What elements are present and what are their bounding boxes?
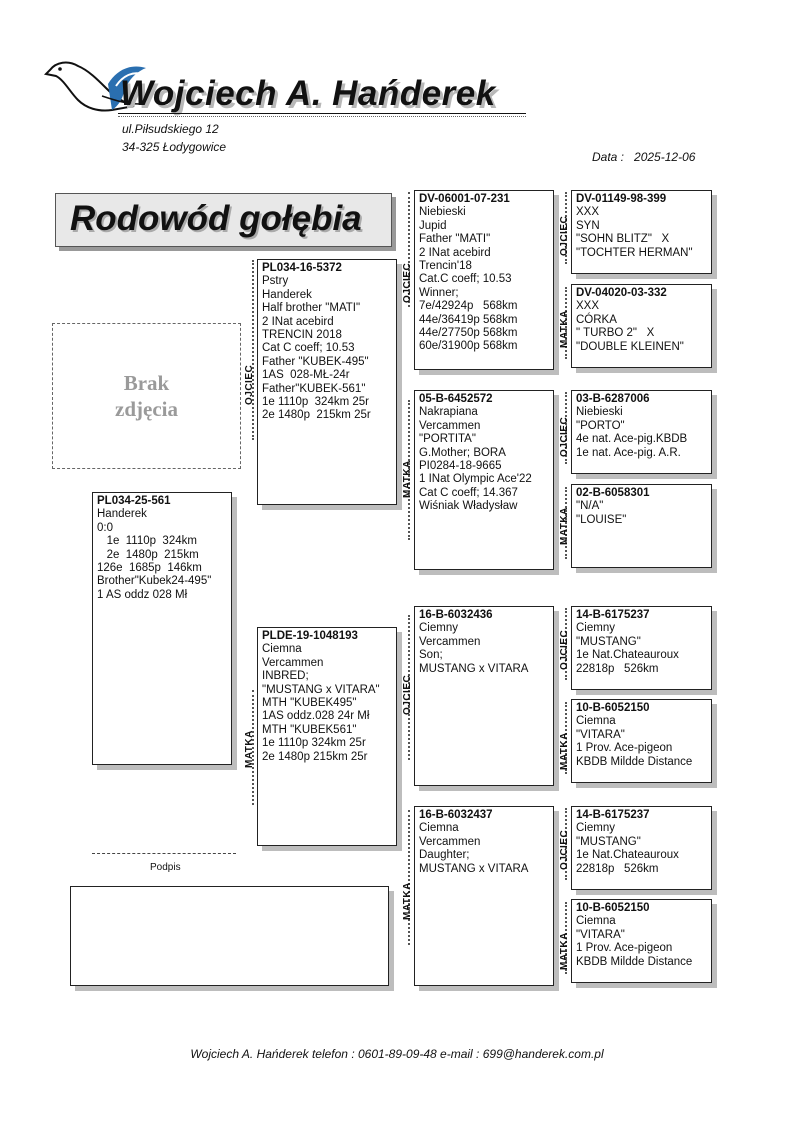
- father-line: Half brother "MATI": [262, 302, 361, 315]
- signature-line: [92, 853, 236, 854]
- header-underline-dotted: [118, 116, 526, 117]
- mfm-card: [571, 699, 712, 783]
- fm-line: Wiśniak Władysław: [419, 500, 518, 513]
- ffm-card: [571, 284, 712, 368]
- pigeon-line: 1e 1110p 324km: [97, 535, 197, 548]
- photo-placeholder-text: Brak zdjęcia: [115, 371, 178, 421]
- mff-line: 22818p 526km: [576, 662, 659, 675]
- mother-line: 1e 1110p 324km 25r: [262, 737, 366, 750]
- mf-ring: 16-B-6032436: [419, 609, 493, 621]
- mother-line: Vercammen: [262, 656, 324, 669]
- mother-line: 2e 1480p 215km 25r: [262, 750, 368, 763]
- father-line: 1e 1110p 324km 25r: [262, 396, 369, 409]
- mff-line: "MUSTANG": [576, 635, 641, 648]
- pigeon-ring: PL034-25-561: [97, 495, 171, 507]
- mmf-line: Ciemny: [576, 822, 615, 835]
- ff-line: Father "MATI": [419, 233, 491, 246]
- ff-line: Niebieski: [419, 206, 466, 219]
- fff-line: XXX: [576, 206, 600, 219]
- mf-line: Vercammen: [419, 635, 481, 648]
- father-line: TRENCIN 2018: [262, 329, 342, 342]
- side-label-text: OJCIEC: [402, 674, 413, 715]
- ffm-line: "DOUBLE KLEINEN": [576, 340, 684, 353]
- pigeon-line: Handerek: [97, 508, 147, 521]
- father-connector: [252, 260, 254, 440]
- mfm-line: Ciemna: [576, 715, 616, 728]
- ff-card: [414, 190, 554, 370]
- mm-connector: [408, 810, 410, 945]
- ffm-line: CÓRKA: [576, 313, 617, 326]
- father-line: Father"KUBEK-561": [262, 382, 366, 395]
- side-label-text: OJCIEC: [244, 364, 255, 405]
- fm-line: Cat C coeff; 14.367: [419, 486, 518, 499]
- mother-card: [257, 627, 397, 846]
- fff-line: "TOCHTER HERMAN": [576, 246, 693, 259]
- father-line: Cat C coeff; 10.53: [262, 342, 355, 355]
- title-box: [55, 193, 392, 247]
- father-card: [257, 259, 397, 505]
- fm-line: "PORTITA": [419, 433, 476, 446]
- fmm-ring: 02-B-6058301: [576, 487, 650, 499]
- fff-card: [571, 190, 712, 274]
- mmf-card: [571, 806, 712, 890]
- fff-line: "SOHN BLITZ" X: [576, 233, 670, 246]
- fm-line: G.Mother; BORA: [419, 446, 506, 459]
- mf-line: Son;: [419, 649, 443, 662]
- fm-line: PI0284-18-9665: [419, 460, 502, 473]
- mm-line: Vercammen: [419, 835, 481, 848]
- side-label-text: OJCIEC: [559, 215, 570, 256]
- ffm-ring: DV-04020-03-332: [576, 287, 667, 299]
- mff-line: Ciemny: [576, 622, 615, 635]
- fmf-ring: 03-B-6287006: [576, 393, 650, 405]
- side-label-text: MATKA: [402, 460, 413, 498]
- fff-ring: DV-01149-98-399: [576, 193, 667, 205]
- fmf-line: 1e nat. Ace-pig. A.R.: [576, 446, 681, 459]
- mf-line: MUSTANG x VITARA: [419, 662, 529, 675]
- side-label-text: MATKA: [559, 310, 570, 348]
- ff-line: Cat.C coeff; 10.53: [419, 273, 512, 286]
- ff-line: Trencin'18: [419, 260, 472, 273]
- father-line: Father "KUBEK-495": [262, 355, 369, 368]
- fm-line: 1 INat Olympic Ace'22: [419, 473, 532, 486]
- pigeon-line: Brother"Kubek24-495": [97, 575, 212, 588]
- father-line: 2e 1480p 215km 25r: [262, 409, 371, 422]
- side-label-text: OJCIEC: [559, 629, 570, 670]
- father-line: 1AS 028-MŁ-24r: [262, 369, 350, 382]
- mfm-line: KBDB Mildde Distance: [576, 755, 693, 768]
- fmm-card: [571, 484, 712, 568]
- date-line: [592, 150, 695, 164]
- pigeon-line: 0:0: [97, 521, 113, 534]
- father-line: 2 INat acebird: [262, 315, 334, 328]
- mm-card: [414, 806, 554, 986]
- fmm-line: "N/A": [576, 500, 604, 513]
- mother-line: 1AS oddz.028 24r Mł: [262, 710, 370, 723]
- mmf-line: 22818p 526km: [576, 862, 659, 875]
- address-street: ul.Piłsudskiego 12: [122, 122, 219, 136]
- footer-contact: Wojciech A. Hańderek telefon : 0601-89-09-48 e-mail : 699@handerek.com.pl: [190, 1047, 604, 1061]
- pigeon-card: [92, 492, 232, 765]
- mmf-line: 1e Nat.Chateauroux: [576, 849, 679, 862]
- mmf-line: "MUSTANG": [576, 835, 641, 848]
- fmf-line: Niebieski: [576, 406, 623, 419]
- ff-ring: DV-06001-07-231: [419, 193, 510, 205]
- fm-line: Nakrapiana: [419, 406, 478, 419]
- mm-ring: 16-B-6032437: [419, 809, 493, 821]
- ff-line: 44e/36419p 568km: [419, 313, 518, 326]
- mm-line: Ciemna: [419, 822, 459, 835]
- mf-line: Ciemny: [419, 622, 458, 635]
- side-label-text: OJCIEC: [559, 829, 570, 870]
- ff-line: Jupid: [419, 219, 447, 232]
- ff-line: 7e/42924p 568km: [419, 300, 518, 313]
- pigeon-line: 126e 1685p 146km: [97, 562, 202, 575]
- fmf-card: [571, 390, 712, 474]
- mmm-line: Ciemna: [576, 915, 616, 928]
- mff-line: 1e Nat.Chateauroux: [576, 649, 679, 662]
- mff-ring: 14-B-6175237: [576, 609, 650, 621]
- date-value: 2025-12-06: [634, 150, 696, 164]
- side-label-text: MATKA: [402, 882, 413, 920]
- ff-line: Winner;: [419, 286, 459, 299]
- address-city: 34-325 Łodygowice: [122, 140, 227, 154]
- ff-line: 2 INat acebird: [419, 246, 491, 259]
- mmm-line: KBDB Mildde Distance: [576, 955, 693, 968]
- father-line: Handerek: [262, 288, 312, 301]
- mfm-ring: 10-B-6052150: [576, 702, 650, 714]
- date-label: Data :: [592, 150, 625, 164]
- mmm-card: [571, 899, 712, 983]
- mfm-line: "VITARA": [576, 728, 625, 741]
- side-label-text: MATKA: [559, 507, 570, 545]
- ffm-line: " TURBO 2" X: [576, 327, 655, 340]
- fm-ring: 05-B-6452572: [419, 393, 493, 405]
- mother-line: INBRED;: [262, 670, 309, 683]
- mff-card: [571, 606, 712, 690]
- mfm-line: 1 Prov. Ace-pigeon: [576, 742, 673, 755]
- side-label-text: MATKA: [244, 730, 255, 768]
- mother-line: "MUSTANG x VITARA": [262, 683, 380, 696]
- mmm-line: "VITARA": [576, 928, 625, 941]
- ffm-line: XXX: [576, 300, 600, 313]
- mm-line: MUSTANG x VITARA: [419, 862, 529, 875]
- fmm-line: "LOUISE": [576, 513, 627, 526]
- side-label-text: MATKA: [559, 732, 570, 770]
- mother-line: Ciemna: [262, 643, 302, 656]
- father-line: Pstry: [262, 275, 289, 288]
- father-ring: PL034-16-5372: [262, 262, 342, 274]
- fm-line: Vercammen: [419, 419, 481, 432]
- pigeon-line: 1 AS oddz 028 Mł: [97, 588, 188, 601]
- photo-placeholder: [52, 323, 241, 469]
- ff-line: 44e/27750p 568km: [419, 327, 518, 340]
- signature-box: [70, 886, 389, 986]
- fff-line: SYN: [576, 219, 600, 232]
- mmm-ring: 10-B-6052150: [576, 902, 650, 914]
- mf-card: [414, 606, 554, 786]
- mmm-line: 1 Prov. Ace-pigeon: [576, 942, 673, 955]
- mm-line: Daughter;: [419, 849, 470, 862]
- pigeon-line: 2e 1480p 215km: [97, 548, 199, 561]
- ff-line: 60e/31900p 568km: [419, 340, 518, 353]
- fm-card: [414, 390, 554, 570]
- side-label-text: MATKA: [559, 932, 570, 970]
- breeder-name: Wojciech A. Hańderek: [120, 74, 496, 113]
- fmf-line: "PORTO": [576, 419, 625, 432]
- fmf-line: 4e nat. Ace-pig.KBDB: [576, 433, 688, 446]
- page-title: Rodowód gołębia: [70, 199, 362, 238]
- side-label-text: OJCIEC: [402, 262, 413, 303]
- header-underline: [118, 113, 526, 114]
- mmf-ring: 14-B-6175237: [576, 809, 650, 821]
- mother-ring: PLDE-19-1048193: [262, 630, 358, 642]
- mother-line: MTH "KUBEK495": [262, 697, 357, 710]
- side-label-text: OJCIEC: [559, 416, 570, 457]
- mother-line: MTH "KUBEK561": [262, 723, 357, 736]
- signature-label: Podpis: [150, 862, 181, 873]
